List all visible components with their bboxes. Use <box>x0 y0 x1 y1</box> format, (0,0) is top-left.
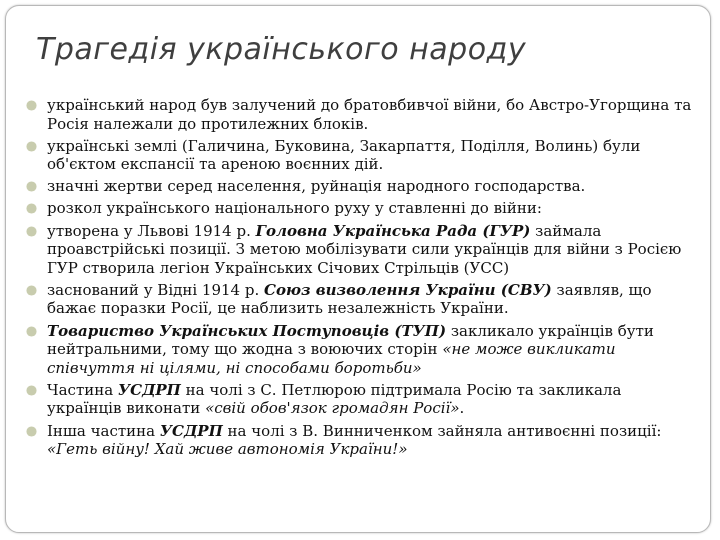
bullet-text: , <box>301 177 311 196</box>
bullet-item <box>24 199 699 218</box>
bullet-text: заявляв, що бажає поразки Росії, це наблизить незалежність України. <box>47 280 652 318</box>
bullet-circle-icon <box>26 203 37 214</box>
bullet-text: на чолі з В. Винниченком зайняла антивоєнні позиції: <box>222 421 662 440</box>
bullet-item <box>24 381 699 418</box>
bullet-text: був залучений до <box>196 96 344 114</box>
bullet-item <box>24 222 699 278</box>
emphasis-text: УСДРП <box>159 421 223 440</box>
emphasis-text: розкол українського національного руху <box>47 199 371 218</box>
bullet-item <box>24 137 699 174</box>
bullet-circle-icon <box>26 181 37 192</box>
emphasis-text: Українських Січових Стрільців (УСС) <box>214 258 510 277</box>
bullet-circle-icon <box>26 285 37 296</box>
emphasis-text: братовбивчої війни <box>343 96 497 114</box>
bullet-text: . <box>580 177 586 196</box>
emphasis-text: руйнація народного господарства <box>310 177 581 196</box>
bullet-text: , тому що жодна з воюючих сторін <box>162 340 443 359</box>
bullet-text: . <box>378 155 384 174</box>
bullet-text: , бо Австро-Угорщина та Росія належали до протилежних блоків. <box>47 96 692 133</box>
bullet-text: у ставленні до війни: <box>370 199 542 218</box>
emphasis-text: Головна Українська Рада (ГУР) <box>255 221 531 240</box>
bullet-list <box>24 96 699 462</box>
emphasis-text: УСДРП <box>117 380 181 399</box>
bullet-item <box>24 96 699 133</box>
slide <box>5 5 711 533</box>
bullet-circle-icon <box>26 141 37 152</box>
slide-title: Трагедія українського народу <box>36 32 527 67</box>
bullet-circle-icon <box>26 100 37 111</box>
bullet-text: заснований у Відні 1914 р. <box>47 280 264 299</box>
emphasis-text: Товариство Українських Поступовців (ТУП) <box>47 321 447 340</box>
emphasis-text: «Геть війну! Хай живе автономія України!» <box>47 440 408 459</box>
emphasis-text: український народ <box>47 96 197 114</box>
emphasis-text: «не може викликати співчуття ні цілями, ні способами боротьби» <box>47 340 616 377</box>
emphasis-text: об'єктом експансії та ареною воєнних дій <box>47 155 379 174</box>
bullet-item <box>24 422 699 459</box>
emphasis-text: проавстрійські <box>47 240 165 259</box>
bullet-circle-icon <box>26 385 37 396</box>
bullet-circle-icon <box>26 226 37 237</box>
bullet-circle-icon <box>26 326 37 337</box>
emphasis-text: жертви серед населення <box>103 177 302 196</box>
bullet-text: (Галичина, Буковина, Закарпаття, Поділля, Волинь) були <box>177 136 641 155</box>
emphasis-text: Союз визволення України (СВУ) <box>264 280 552 299</box>
bullet-text: Інша частина <box>47 421 160 440</box>
bullet-text: . <box>459 399 465 418</box>
bullet-text: на чолі з С. Петлюрою підтримала Росію та закликала українців виконати <box>47 380 622 418</box>
bullet-text: утворена у Львові 1914 р. <box>47 221 256 240</box>
bullet-item <box>24 322 699 378</box>
bullet-text: займала <box>530 221 602 240</box>
emphasis-text: нейтральними <box>47 340 163 359</box>
bullet-item <box>24 281 699 318</box>
bullet-circle-icon <box>26 426 37 437</box>
bullet-text: значні <box>47 177 104 196</box>
bullet-text: позиції. З метою мобілізувати сили українців для війни з Росією ГУР створила легіон <box>47 240 682 277</box>
bullet-text: Частина <box>47 380 118 399</box>
bullet-item <box>24 177 699 196</box>
bullet-text: закликало українців бути <box>446 321 654 340</box>
emphasis-text: «свій обов'язок громадян Росії» <box>205 399 460 418</box>
emphasis-text: українські землі <box>47 136 178 155</box>
